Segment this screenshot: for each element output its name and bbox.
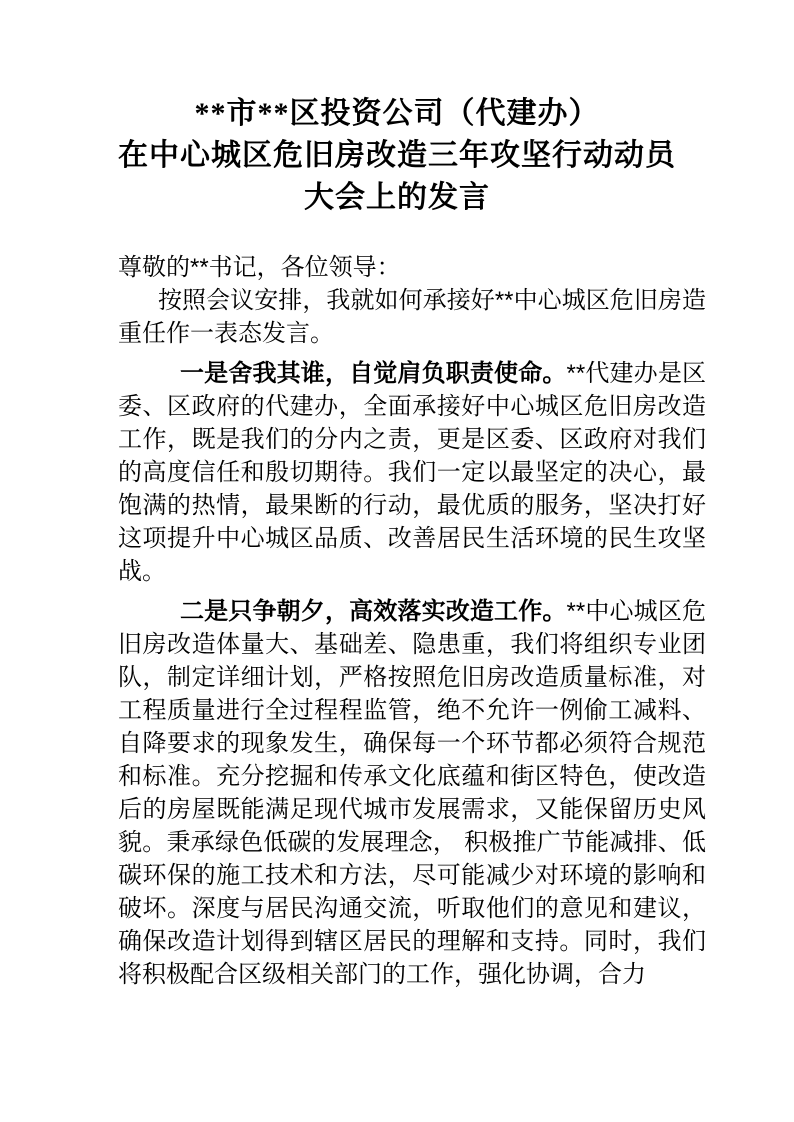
document-title-line-2: 在中心城区危旧房改造三年攻坚行动动员 (118, 139, 676, 172)
section-1-lead: 一是舍我其谁，自觉肩负职责使命。 (180, 360, 567, 387)
document-title-line-1: **市**区投资公司（代建办） (194, 97, 600, 130)
document-title-line-3: 大会上的发言 (304, 181, 490, 214)
salutation-paragraph: 尊敬的**书记，各位领导： (118, 254, 401, 281)
intro-paragraph: 按照会议安排，我就如何承接好**中心城区危旧房造重任作一表态发言。 (118, 287, 706, 347)
section-paragraph-2 (118, 595, 706, 991)
document-title (0, 0, 794, 219)
section-2-lead: 二是只争朝夕，高效落实改造工作。 (180, 598, 567, 625)
section-paragraph-1 (118, 357, 706, 588)
document-body (118, 251, 706, 991)
section-1-text: **代建办是区委、区政府的代建办，全面承接好中心城区危旧房改造工作，既是我们的分内之责，更是区委、区政府对我们的高度信任和殷切期待。我们一定以最坚定的决心，最饱满的热情，最果断的行动，最优质的服务，坚决打好这项提升中心城区品质、改善居民生活环境的民生攻坚战。 (118, 360, 706, 585)
section-2-text: **中心城区危旧房改造体量大、基础差、隐患重，我们将组织专业团队，制定详细计划，严格按照危旧房改造质量标准，对工程质量进行全过程程监管，绝不允许一例偷工减料、自降要求的现象发生，确保每一个环节都必须符合规范和标准。充分挖掘和传承文化底蕴和街区特色，使改造后的房屋既能满足现代城市发展需求，又能保留历史风貌。秉承绿色低碳的发展理念， 积极推广节能减排、低碳环保的施工技术和方法，尽可能减少对环境的影响和破坏。深度与居民沟通交流，听取他们的意见和建议，确保改造计划得到辖区居民的理解和支持。同时，我们将积极配合区级相关部门的工作，强化协调，合力 (118, 598, 706, 988)
